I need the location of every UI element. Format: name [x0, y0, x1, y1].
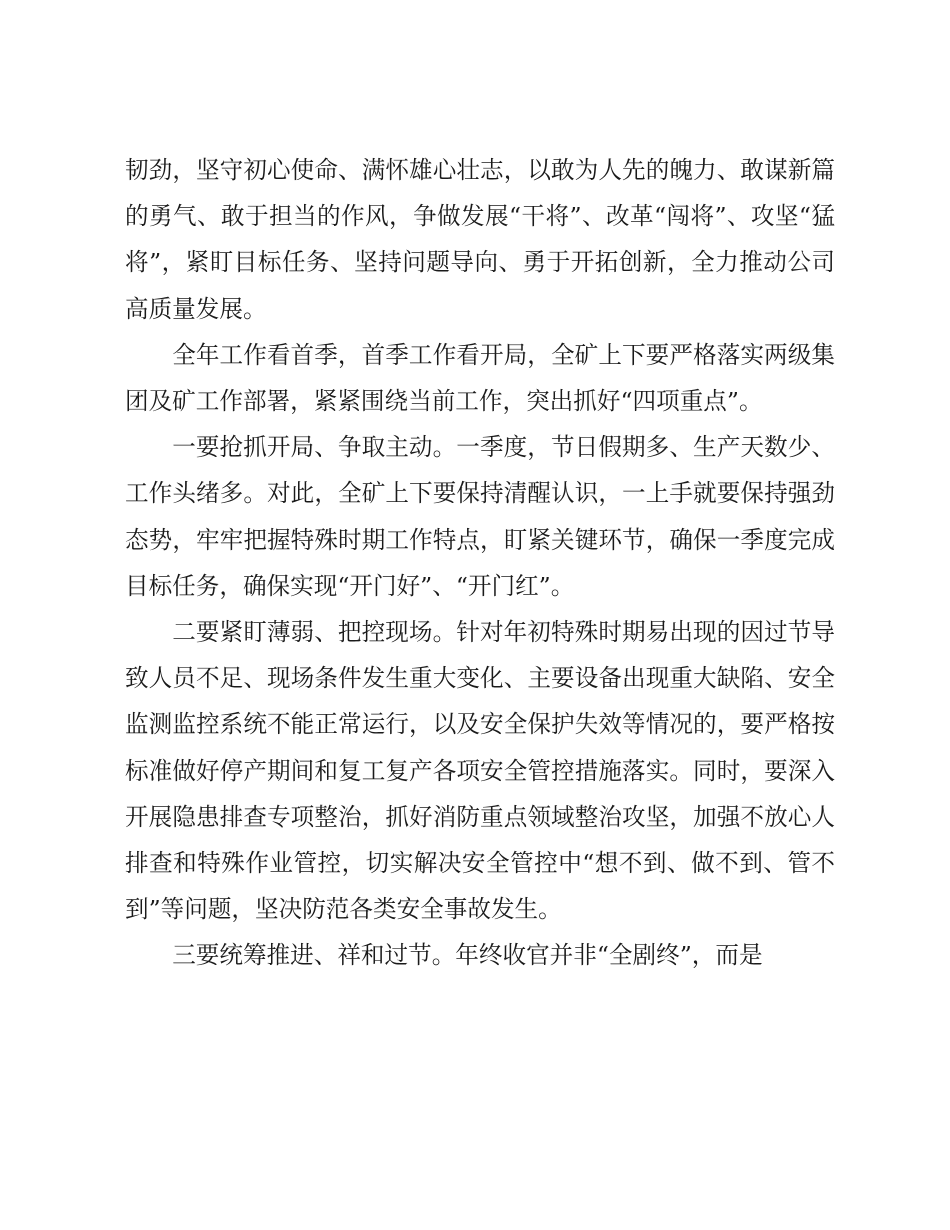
paragraph-point-two: 二要紧盯薄弱、把控现场。针对年初特殊时期易出现的因过节导致人员不足、现场条件发生重大变化、主要设备出现重大缺陷、安全监测监控系统不能正常运行，以及安全保护失效等情况的，要严格按标准做好停产期间和复工复产各项安全管控措施落实。同时，要深入开展隐患排查专项整治，抓好消防重点领域整治攻坚，加强不放心人排查和特殊作业管控，切实解决安全管控中“想不到、做不到、管不到”等问题，坚决防范各类安全事故发生。	[125, 618, 835, 924]
paragraph-point-three: 三要统筹推进、祥和过节。年终收官并非“全剧终”，而是	[172, 941, 763, 970]
paragraph-first-quarter-overview: 全年工作看首季，首季工作看开局，全矿上下要严格落实两级集团及矿工作部署，紧紧围绕当前工作，突出抓好“四项重点”。	[125, 340, 835, 416]
paragraph-point-one: 一要抢抓开局、争取主动。一季度，节日假期多、生产天数少、工作头绪多。对此，全矿上下要保持清醒认识，一上手就要保持强劲态势，牢牢把握特殊时期工作特点，盯紧关键环节，确保一季度完成目标任务，确保实现“开门好”、“开门红”。	[125, 433, 835, 600]
document-body	[125, 147, 835, 979]
paragraph-continuation: 韧劲，坚守初心使命、满怀雄心壮志，以敢为人先的魄力、敢谋新篇的勇气、敢于担当的作风，争做发展“干将”、改革“闯将”、攻坚“猛将”，紧盯目标任务、坚持问题导向、勇于开拓创新，全力推动公司高质量发展。	[125, 156, 835, 323]
